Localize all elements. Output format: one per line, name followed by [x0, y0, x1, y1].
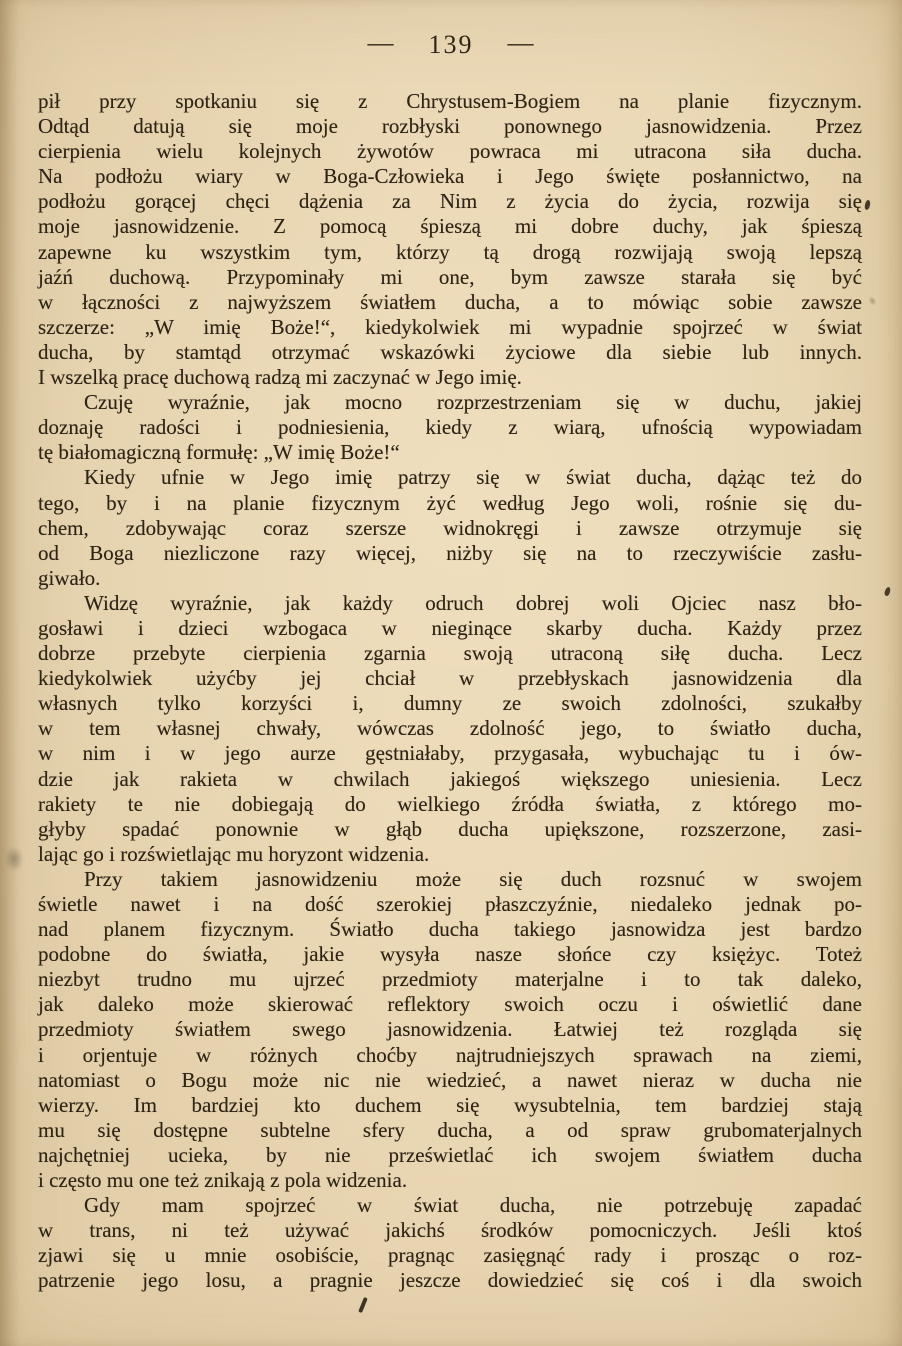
text-line: jak daleko może skierować reflektory swoich oczu i oświetlić dane — [38, 992, 862, 1017]
text-line: natomiast o Bogu może nic nie wiedzieć, a nawet nieraz w ducha nie — [38, 1067, 862, 1092]
scan-smudge — [4, 846, 24, 872]
text-line: Kiedy ufnie w Jego imię patrzy się w świat ducha, dążąc też do — [84, 465, 862, 490]
text-line: przedmioty światłem swego jasnowidzenia. Łatwiej też rozgląda się — [38, 1017, 862, 1042]
text-line: I wszelką pracę duchową radzą mi zaczynać w Jego imię. — [38, 365, 522, 390]
text-line: i często mu one też znikają z pola widzenia. — [38, 1168, 408, 1193]
text-line: dobrze przebyte cierpienia zgarnia swoją utraconą siłę ducha. Lecz — [38, 641, 862, 666]
text-line: świetle nawet i na dość szerokiej płaszczyźnie, niedaleko jednak po- — [38, 892, 862, 916]
slash-mark — [358, 1297, 368, 1313]
header-dash-left: — — [367, 28, 395, 57]
text-line: najchętniej ucieka, by nie prześwietlać ich swojem światłem ducha — [38, 1142, 862, 1167]
text-line: własnych tylko korzyści i, dumny ze swoich zdolności, szukałby — [38, 691, 862, 716]
text-line: Na podłożu wiary w Boga-Człowieka i Jego święte posłannictwo, na — [38, 164, 862, 189]
text-line: Przy takiem jasnowidzeniu może się duch rozsnuć w swojem — [84, 866, 862, 891]
text-line: cierpienia wielu kolejnych żywotów powraca mi utracona siła ducha. — [38, 139, 862, 164]
text-line: w trans, ni też używać jakichś środków pomocniczych. Jeśli ktoś — [38, 1218, 862, 1243]
text-line: rakiety te nie dobiegają do wielkiego źródła światła, z którego mo- — [38, 791, 862, 816]
text-line: podłożu gorącej chęci dążenia za Nim z życia do życia, rozwija się — [38, 189, 862, 214]
page-number: 139 — [428, 30, 474, 59]
text-line: Widzę wyraźnie, jak każdy odruch dobrej woli Ojciec nasz bło- — [84, 590, 862, 615]
text-line: patrzenie jego losu, a pragnie jeszcze dowiedzieć się coś i dla swoich — [38, 1268, 862, 1293]
text-line: w nim i w jego aurze gęstniałaby, przygasała, wybuchając tu i ów- — [38, 741, 862, 766]
header-dash-right: — — [507, 28, 535, 57]
text-line: pił przy spotkaniu się z Chrystusem-Bogiem na planie fizycznym. — [38, 89, 862, 113]
text-line: giwało. — [38, 565, 101, 590]
text-line: Odtąd datują się moje rozbłyski ponownego jasnowidzenia. Przez — [38, 114, 862, 139]
text-line: moje jasnowidzenie. Z pomocą śpieszą mi dobre duchy, jak śpieszą — [38, 214, 862, 239]
text-line: chem, zdobywając coraz szersze widnokręgi i zawsze otrzymuje się — [38, 515, 862, 540]
text-line: głyby spadać ponownie w głąb ducha upiększone, rozszerzone, zasi- — [38, 816, 862, 841]
text-line: Gdy mam spojrzeć w świat ducha, nie potrzebuję zapadać — [84, 1193, 862, 1218]
text-line: ducha, by stamtąd otrzymać wskazówki życiowe dla siebie lub innych. — [38, 339, 862, 364]
text-line: tę białomagiczną formułę: „W imię Boże!“ — [38, 440, 400, 465]
text-line: w łączności z najwyższem światłem ducha, a to mówiąc sobie zawsze — [38, 289, 862, 314]
text-line: jaźń duchową. Przypominały mi one, bym zawsze starała się być — [38, 264, 862, 289]
text-line: kiedykolwiek użyćby jej chciał w przebłyskach jasnowidzenia dla — [38, 666, 862, 691]
text-line: dzie jak rakieta w chwilach jakiegoś większego uniesienia. Lecz — [38, 766, 862, 791]
text-line: w tem własnej chwały, wówczas zdolność jego, to światło ducha, — [38, 716, 862, 741]
text-line: mu się dostępne subtelne sfery ducha, a od spraw grubomaterjalnych — [38, 1117, 862, 1142]
text-line: zjawi się u mnie osobiście, pragnąc zasięgnąć rady i prosząc o roz- — [38, 1243, 862, 1268]
ink-speck — [867, 295, 878, 307]
ink-speck — [884, 586, 892, 596]
text-line: tego, by i na planie fizycznym żyć według Jego woli, rośnie się du- — [38, 490, 862, 515]
text-line: podobne do światła, jakie wysyła nasze słońce czy księżyc. Toteż — [38, 942, 862, 967]
text-line: niezbyt trudno mu ujrzeć przedmioty materjalne i to tak daleko, — [38, 967, 862, 992]
text-line: Czuję wyraźnie, jak mocno rozprzestrzeniam się w duchu, jakiej — [84, 390, 862, 415]
page-header — [0, 30, 902, 60]
text-line: lając go i rozświetlając mu horyzont widzenia. — [38, 841, 430, 866]
text-line: i orjentuje w różnych choćby najtrudniejszych sprawach na ziemi, — [38, 1042, 862, 1067]
text-line: gosławi i dzieci wzbogaca w nieginące skarby ducha. Każdy przez — [38, 615, 862, 640]
text-line: doznaję radości i podniesienia, kiedy z wiarą, ufnością wypowiadam — [38, 415, 862, 440]
ink-speck — [864, 200, 871, 211]
text-line: od Boga niezliczone razy więcej, niżby się na to rzeczywiście zasłu- — [38, 540, 862, 565]
text-line: nad planem fizycznym. Światło ducha takiego jasnowidza jest bardzo — [38, 917, 862, 942]
text-block — [38, 89, 862, 1294]
text-line: wierzy. Im bardziej kto duchem się wysubtelnia, tem bardziej stają — [38, 1092, 862, 1117]
text-line: zapewne ku wszystkim tym, którzy tą drogą rozwijają swoją lepszą — [38, 239, 862, 264]
text-line: szczerze: „W imię Boże!“, kiedykolwiek mi wypadnie spojrzeć w świat — [38, 314, 862, 339]
